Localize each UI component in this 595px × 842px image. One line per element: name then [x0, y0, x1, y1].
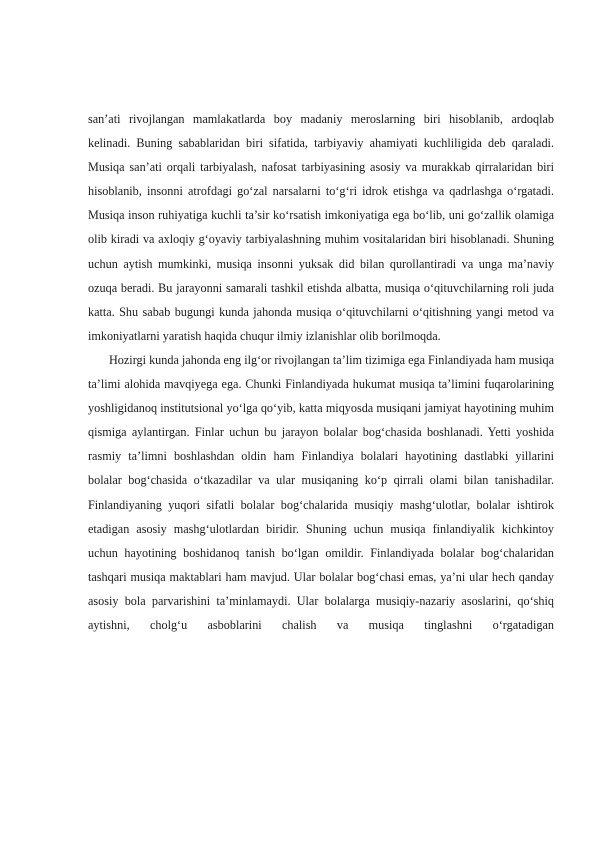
paragraph-1: san’ati rivojlangan mamlakatlarda boy madaniy meroslarning biri hisoblanib, ardoqlab kelinadi. Buning sabablaridan biri sifatida, tarbiyaviy ahamiyati kuchliligida deb qaraladi. Musiqa san’ati orqali tarbiyalash, nafosat tarbiyasining asosiy va murakkab qirralaridan biri hisoblanib, insonni atrofdagi go‘zal narsalarni to‘g‘ri idrok etishga va qadrlashga o‘rgatadi. Musiqa inson ruhiyatiga kuchli ta’sir ko‘rsatish imkoniyatiga ega bo‘lib, uni go‘zallik olamiga olib kiradi va axloqiy g‘oyaviy tarbiyalashning muhim vositalaridan biri hisoblanadi. Shuning uchun aytish mumkinki, musiqa insonni yuksak did bilan qurollantiradi va unga ma’naviy ozuqa beradi. Bu jarayonni samarali tashkil etishda albatta, musiqa o‘qituvchilarning roli juda katta. Shu sabab bugungi kunda jahonda musiqa o‘qituvchilarni o‘qitishning yangi metod va imkoniyatlarni yaratish haqida chuqur ilmiy izlanishlar olib borilmoqda.	[88, 112, 554, 343]
body-text	[88, 107, 554, 637]
paragraph-2: Hozirgi kunda jahonda eng ilg‘or rivojlangan ta’lim tizimiga ega Finlandiyada ham musiqa ta’limi alohida mavqiyega ega. Chunki Finlandiyada hukumat musiqa ta’limini fuqarolarining yoshligidanoq institutsional yo‘lga qo‘yib, katta miqyosda musiqani jamiyat hayotining muhim qismiga aylantirgan. Finlar uchun bu jarayon bolalar bog‘chasida boshlanadi. Yetti yoshida rasmiy ta’limni boshlashdan oldin ham Finlandiya bolalari hayotining dastlabki yillarini bolalar bog‘chasida o‘tkazadilar va ular musiqaning ko‘p qirrali olami bilan tanishadilar. Finlandiyaning yuqori sifatli bolalar bog‘chalarida musiqiy mashg‘ulotlar, bolalar ishtirok etadigan asosiy mashg‘ulotlardan biridir. Shuning uchun musiqa finlandiyalik kichkintoy uchun hayotining boshidanoq tanish bo‘lgan omildir. Finlandiyada bolalar bog‘chalaridan tashqari musiqa maktablari ham mavjud. Ular bolalar bog‘chasi emas, ya’ni ular hech qanday asosiy bola parvarishini ta’minlamaydi. Ular bolalarga musiqiy-nazariy asoslarini, qo‘shiq aytishni, cholg‘u asboblarini chalish va musiqa tinglashni o‘rgatadigan	[88, 352, 554, 632]
